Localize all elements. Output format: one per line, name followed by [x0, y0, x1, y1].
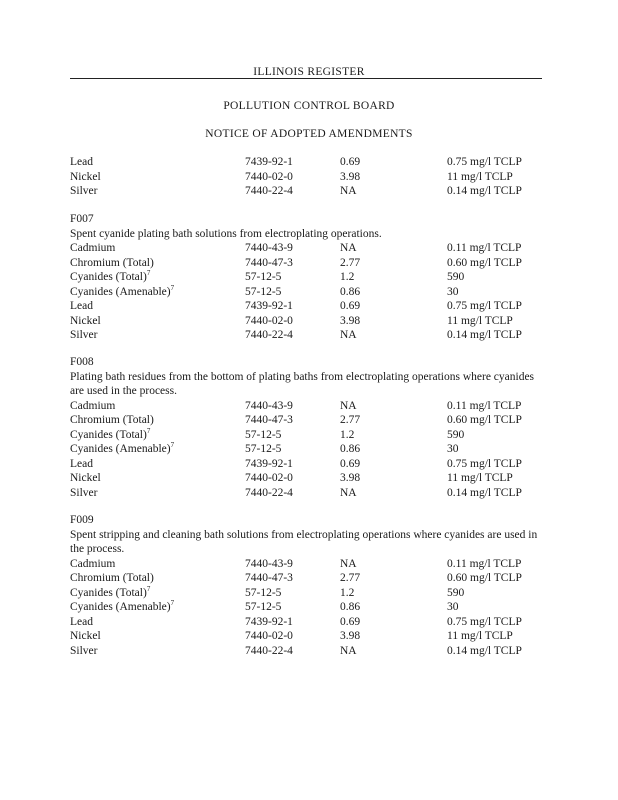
nonwastewater-standard: 30: [447, 285, 459, 298]
constituent-table: [70, 155, 560, 199]
wastewater-concentration: 0.69: [340, 615, 361, 628]
footnote-marker: 7: [170, 283, 175, 292]
constituent-row: [70, 328, 560, 343]
nonwastewater-standard: 0.60 mg/l TCLP: [447, 572, 522, 584]
cas-number: 7440-47-3: [245, 256, 293, 269]
constituent-name: [70, 457, 93, 472]
wastewater-concentration: NA: [340, 557, 357, 570]
wastewater-concentration: 2.77: [340, 572, 361, 584]
wastewater-concentration: NA: [340, 242, 357, 254]
waste-code: F007: [70, 213, 94, 225]
constituent-name-text: Cyanides (Amenable): [70, 285, 171, 298]
cas-number: 57-12-5: [245, 443, 282, 455]
wastewater-concentration: 1.2: [340, 428, 355, 441]
cas-number: 57-12-5: [245, 428, 282, 441]
constituent-name-text: Lead: [70, 615, 93, 628]
cas-number: 57-12-5: [245, 586, 282, 599]
cas-number: 57-12-5: [245, 285, 282, 298]
constituent-name-text: Lead: [70, 457, 93, 470]
nonwastewater-standard: 0.14 mg/l TCLP: [447, 644, 522, 657]
constituent-row: [70, 184, 560, 199]
nonwastewater-standard: 0.75 mg/l TCLP: [447, 300, 522, 312]
cas-number: 7440-02-0: [245, 630, 293, 642]
cas-number: 7439-92-1: [245, 457, 293, 470]
constituent-name: [70, 285, 174, 300]
constituent-name: [70, 155, 93, 170]
nonwastewater-standard: 30: [447, 601, 459, 613]
constituent-name-text: Cyanides (Total): [70, 428, 147, 441]
constituent-name: [70, 428, 150, 443]
constituent-name: [70, 170, 101, 185]
nonwastewater-standard: 0.14 mg/l TCLP: [447, 185, 522, 197]
wastewater-concentration: 0.86: [340, 601, 361, 613]
constituent-table: [70, 399, 560, 501]
wastewater-concentration: 2.77: [340, 256, 361, 269]
constituent-row: [70, 399, 560, 414]
constituent-row: [70, 256, 560, 271]
constituent-name-text: Lead: [70, 300, 93, 312]
wastewater-concentration: 1.2: [340, 271, 355, 283]
constituent-row: [70, 314, 560, 329]
nonwastewater-standard: 11 mg/l TCLP: [447, 630, 513, 642]
constituent-name-text: Cyanides (Amenable): [70, 601, 171, 613]
constituent-row: [70, 270, 560, 285]
wastewater-concentration: 3.98: [340, 170, 361, 183]
constituent-name: [70, 328, 97, 343]
waste-section: [70, 513, 560, 658]
wastewater-concentration: 3.98: [340, 314, 361, 327]
cas-number: 7439-92-1: [245, 615, 293, 628]
nonwastewater-standard: 590: [447, 428, 465, 441]
constituent-row: [70, 486, 560, 501]
cas-number: 7439-92-1: [245, 156, 293, 168]
board-title: POLLUTION CONTROL BOARD: [223, 100, 395, 112]
notice-title: NOTICE OF ADOPTED AMENDMENTS: [205, 128, 413, 140]
cas-number: 7440-22-4: [245, 644, 293, 657]
constituent-name-text: Cyanides (Total): [70, 271, 147, 283]
constituent-row: [70, 170, 560, 185]
constituent-row: [70, 571, 560, 586]
nonwastewater-standard: 11 mg/l TCLP: [447, 472, 513, 484]
header-rule: [70, 78, 542, 79]
constituent-row: [70, 285, 560, 300]
constituent-name: [70, 241, 115, 256]
wastewater-concentration: 1.2: [340, 586, 355, 599]
nonwastewater-standard: 0.11 mg/l TCLP: [447, 399, 522, 412]
wastewater-concentration: NA: [340, 399, 357, 412]
constituent-row: [70, 428, 560, 443]
constituent-name: [70, 586, 150, 601]
cas-number: 7440-47-3: [245, 572, 293, 584]
wastewater-concentration: 0.69: [340, 156, 361, 168]
wastewater-concentration: NA: [340, 486, 357, 499]
constituent-name-text: Nickel: [70, 630, 101, 642]
constituent-name-text: Cyanides (Amenable): [70, 443, 171, 455]
wastewater-concentration: NA: [340, 329, 357, 341]
wastewater-concentration: 0.86: [340, 285, 361, 298]
constituent-name: [70, 557, 115, 572]
constituent-row: [70, 155, 560, 170]
waste-description: Plating bath residues from the bottom of plating baths from electroplating operations where cyanides are used in the process.: [70, 370, 535, 397]
constituent-row: [70, 442, 560, 457]
constituent-name: [70, 644, 97, 659]
cas-number: 7440-43-9: [245, 557, 293, 570]
cas-number: 7440-22-4: [245, 486, 293, 499]
footnote-marker: 7: [146, 584, 151, 593]
constituent-name: [70, 629, 101, 644]
nonwastewater-standard: 0.75 mg/l TCLP: [447, 156, 522, 168]
constituent-table: [70, 241, 560, 343]
waste-description: Spent stripping and cleaning bath solutions from electroplating operations where cyanides are used in the process.: [70, 528, 538, 555]
constituent-name-text: Nickel: [70, 472, 101, 484]
constituent-name-text: Nickel: [70, 314, 101, 327]
constituent-name: [70, 600, 174, 615]
nonwastewater-standard: 0.60 mg/l TCLP: [447, 414, 522, 426]
nonwastewater-standard: 590: [447, 586, 465, 599]
cas-number: 7440-02-0: [245, 170, 293, 183]
nonwastewater-standard: 0.75 mg/l TCLP: [447, 615, 522, 628]
constituent-name: [70, 184, 97, 199]
waste-section: [70, 155, 560, 199]
nonwastewater-standard: 0.11 mg/l TCLP: [447, 242, 522, 254]
constituent-name-text: Nickel: [70, 170, 101, 183]
constituent-name: [70, 413, 154, 428]
constituent-table: [70, 557, 560, 659]
constituent-name-text: Cadmium: [70, 242, 116, 254]
constituent-row: [70, 241, 560, 256]
nonwastewater-standard: 11 mg/l TCLP: [447, 170, 513, 183]
constituent-name-text: Chromium (Total): [70, 414, 154, 426]
cas-number: 7440-22-4: [245, 185, 293, 197]
constituent-name-text: Chromium (Total): [70, 256, 154, 269]
waste-section: [70, 355, 560, 500]
waste-code: F009: [70, 514, 94, 526]
nonwastewater-standard: 590: [447, 271, 465, 283]
wastewater-concentration: NA: [340, 644, 357, 657]
register-title: ILLINOIS REGISTER: [253, 66, 365, 78]
cas-number: 7440-43-9: [245, 242, 293, 254]
constituent-name: [70, 442, 174, 457]
constituent-row: [70, 457, 560, 472]
nonwastewater-standard: 0.14 mg/l TCLP: [447, 329, 522, 341]
constituent-row: [70, 471, 560, 486]
footnote-marker: 7: [170, 441, 175, 450]
constituent-row: [70, 557, 560, 572]
nonwastewater-standard: 0.60 mg/l TCLP: [447, 256, 522, 269]
constituent-row: [70, 413, 560, 428]
cas-number: 7440-02-0: [245, 314, 293, 327]
constituent-row: [70, 299, 560, 314]
constituent-name-text: Silver: [70, 644, 98, 657]
constituent-name: [70, 471, 101, 486]
wastewater-concentration: 3.98: [340, 630, 361, 642]
nonwastewater-standard: 0.14 mg/l TCLP: [447, 486, 522, 499]
wastewater-concentration: NA: [340, 185, 357, 197]
cas-number: 7440-43-9: [245, 399, 293, 412]
constituent-name-text: Lead: [70, 156, 93, 168]
wastewater-concentration: 0.69: [340, 300, 361, 312]
wastewater-concentration: 3.98: [340, 472, 361, 484]
cas-number: 7440-22-4: [245, 329, 293, 341]
constituent-name: [70, 299, 93, 314]
constituent-name: [70, 270, 150, 285]
nonwastewater-standard: 0.75 mg/l TCLP: [447, 457, 522, 470]
constituent-name-text: Chromium (Total): [70, 572, 154, 584]
constituent-name: [70, 314, 101, 329]
constituent-name-text: Cadmium: [70, 399, 116, 412]
waste-code: F008: [70, 356, 94, 368]
constituent-name-text: Silver: [70, 185, 98, 197]
constituent-name-text: Cyanides (Total): [70, 586, 147, 599]
cas-number: 7440-47-3: [245, 414, 293, 426]
constituent-name: [70, 571, 154, 586]
constituent-name-text: Cadmium: [70, 557, 116, 570]
constituent-name: [70, 615, 93, 630]
waste-section: [70, 212, 560, 343]
wastewater-concentration: 0.86: [340, 443, 361, 455]
cas-number: 7440-02-0: [245, 472, 293, 484]
constituent-name-text: Silver: [70, 329, 98, 341]
constituent-name: [70, 486, 97, 501]
cas-number: 57-12-5: [245, 601, 282, 613]
wastewater-concentration: 0.69: [340, 457, 361, 470]
waste-description: Spent cyanide plating bath solutions from electroplating operations.: [70, 227, 382, 240]
wastewater-concentration: 2.77: [340, 414, 361, 426]
cas-number: 57-12-5: [245, 271, 282, 283]
nonwastewater-standard: 30: [447, 443, 459, 455]
constituent-name-text: Silver: [70, 486, 98, 499]
nonwastewater-standard: 0.11 mg/l TCLP: [447, 557, 522, 570]
footnote-marker: 7: [146, 426, 151, 435]
nonwastewater-standard: 11 mg/l TCLP: [447, 314, 513, 327]
constituent-row: [70, 615, 560, 630]
constituent-row: [70, 629, 560, 644]
constituent-row: [70, 600, 560, 615]
constituent-row: [70, 644, 560, 659]
constituent-row: [70, 586, 560, 601]
constituent-name: [70, 256, 154, 271]
cas-number: 7439-92-1: [245, 300, 293, 312]
constituent-name: [70, 399, 115, 414]
footnote-marker: 7: [170, 599, 175, 608]
footnote-marker: 7: [146, 269, 151, 278]
